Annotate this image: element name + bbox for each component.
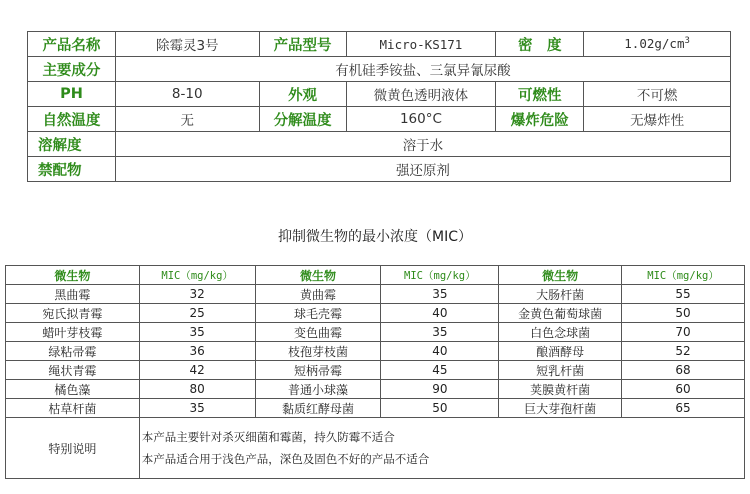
explosion-label: 爆炸危险 xyxy=(496,107,584,132)
mic-value-cell: 42 xyxy=(139,361,255,380)
organism-cell: 变色曲霉 xyxy=(255,323,381,342)
header-organism: 微生物 xyxy=(6,266,140,285)
spec-row-name xyxy=(28,32,731,57)
density-label: 密 度 xyxy=(496,32,584,57)
table-row xyxy=(6,285,745,304)
mic-value-cell: 35 xyxy=(381,323,499,342)
mic-value-cell: 52 xyxy=(622,342,745,361)
mic-value-cell: 36 xyxy=(139,342,255,361)
incompatible-label: 禁配物 xyxy=(28,157,116,182)
mic-value-cell: 32 xyxy=(139,285,255,304)
solubility-label: 溶解度 xyxy=(28,132,116,157)
mic-value-cell: 90 xyxy=(381,380,499,399)
mic-body xyxy=(6,285,745,418)
ingredients-value: 有机硅季铵盐、三氯异氰尿酸 xyxy=(115,57,730,82)
table-row xyxy=(6,342,745,361)
organism-cell: 荚膜黄杆菌 xyxy=(499,380,622,399)
appearance-value: 微黄色透明液体 xyxy=(346,82,496,107)
organism-cell: 普通小球藻 xyxy=(255,380,381,399)
note-label: 特别说明 xyxy=(6,418,140,479)
product-name-value: 除霉灵3号 xyxy=(115,32,259,57)
mic-value-cell: 65 xyxy=(622,399,745,418)
mic-value-cell: 68 xyxy=(622,361,745,380)
header-mic: MIC（mg/kg） xyxy=(381,266,499,285)
header-mic: MIC（mg/kg） xyxy=(139,266,255,285)
mic-value-cell: 35 xyxy=(139,399,255,418)
organism-cell: 枝孢芽枝菌 xyxy=(255,342,381,361)
autoignition-value: 无 xyxy=(115,107,259,132)
spec-row-ph xyxy=(28,82,731,107)
mic-value-cell: 40 xyxy=(381,304,499,323)
table-row xyxy=(6,304,745,323)
mic-value-cell: 80 xyxy=(139,380,255,399)
explosion-value: 无爆炸性 xyxy=(584,107,731,132)
organism-cell: 蜡叶芽枝霉 xyxy=(6,323,140,342)
spec-row-temperature xyxy=(28,107,731,132)
mic-value-cell: 50 xyxy=(622,304,745,323)
mic-value-cell: 55 xyxy=(622,285,745,304)
spec-table xyxy=(27,31,731,182)
spec-row-solubility xyxy=(28,132,731,157)
mic-note-row xyxy=(6,418,745,479)
mic-value-cell: 70 xyxy=(622,323,745,342)
table-row xyxy=(6,323,745,342)
organism-cell: 绳状青霉 xyxy=(6,361,140,380)
incompatible-value: 强还原剂 xyxy=(115,157,730,182)
spec-row-incompatible xyxy=(28,157,731,182)
header-organism: 微生物 xyxy=(255,266,381,285)
decomposition-value: 160°C xyxy=(346,107,496,132)
organism-cell: 金黄色葡萄球菌 xyxy=(499,304,622,323)
flammability-value: 不可燃 xyxy=(584,82,731,107)
mic-value-cell: 35 xyxy=(381,285,499,304)
spec-row-ingredients xyxy=(28,57,731,82)
mic-value-cell: 40 xyxy=(381,342,499,361)
note-line: 本产品主要针对杀灭细菌和霉菌，持久防霉不适合 xyxy=(141,430,395,444)
mic-value-cell: 45 xyxy=(381,361,499,380)
mic-table xyxy=(5,265,745,479)
solubility-value: 溶于水 xyxy=(115,132,730,157)
note-text xyxy=(139,418,744,479)
mic-value-cell: 50 xyxy=(381,399,499,418)
note-line: 本产品适合用于浅色产品，深色及固色不好的产品不适合 xyxy=(141,452,430,466)
mic-header-row xyxy=(6,266,745,285)
product-model-label: 产品型号 xyxy=(259,32,346,57)
header-organism: 微生物 xyxy=(499,266,622,285)
organism-cell: 黄曲霉 xyxy=(255,285,381,304)
autoignition-label: 自然温度 xyxy=(28,107,116,132)
decomposition-label: 分解温度 xyxy=(259,107,346,132)
mic-value-cell: 25 xyxy=(139,304,255,323)
mic-title: 抑制微生物的最小浓度（MIC） xyxy=(278,229,472,245)
table-row xyxy=(6,399,745,418)
product-name-label: 产品名称 xyxy=(28,32,116,57)
density-exponent: 3 xyxy=(684,36,690,47)
organism-cell: 巨大芽孢杆菌 xyxy=(499,399,622,418)
ph-value: 8-10 xyxy=(115,82,259,107)
organism-cell: 大肠杆菌 xyxy=(499,285,622,304)
mic-value-cell: 35 xyxy=(139,323,255,342)
flammability-label: 可燃性 xyxy=(496,82,584,107)
organism-cell: 黏质红酵母菌 xyxy=(255,399,381,418)
product-model-value: Micro-KS171 xyxy=(346,32,496,57)
density-cell xyxy=(584,32,731,57)
organism-cell: 短柄帚霉 xyxy=(255,361,381,380)
organism-cell: 枯草杆菌 xyxy=(6,399,140,418)
table-row xyxy=(6,361,745,380)
organism-cell: 酿酒酵母 xyxy=(499,342,622,361)
ph-label: PH xyxy=(28,82,116,107)
mic-value-cell: 60 xyxy=(622,380,745,399)
appearance-label: 外观 xyxy=(259,82,346,107)
organism-cell: 绿粘帚霉 xyxy=(6,342,140,361)
organism-cell: 短乳杆菌 xyxy=(499,361,622,380)
header-mic: MIC（mg/kg） xyxy=(622,266,745,285)
density-value: 1.02g/cm xyxy=(624,36,685,52)
organism-cell: 白色念球菌 xyxy=(499,323,622,342)
table-row xyxy=(6,380,745,399)
organism-cell: 宛氏拟青霉 xyxy=(6,304,140,323)
ingredients-label: 主要成分 xyxy=(28,57,116,82)
organism-cell: 球毛壳霉 xyxy=(255,304,381,323)
organism-cell: 黑曲霉 xyxy=(6,285,140,304)
organism-cell: 橘色藻 xyxy=(6,380,140,399)
